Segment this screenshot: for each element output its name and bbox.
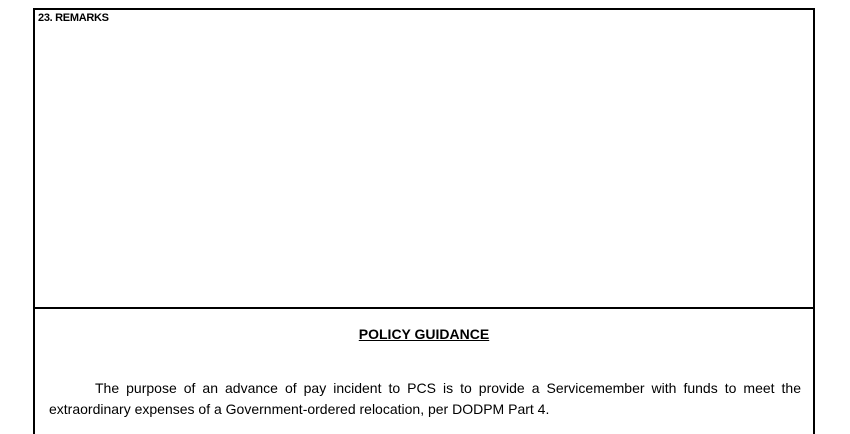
policy-guidance-paragraph: The purpose of an advance of pay incident to PCS is to provide a Servicemember with funds to meet the extraordinary expenses of a Government-ordered relocation, per DODPM Part 4. bbox=[49, 380, 801, 417]
policy-guidance-section bbox=[35, 309, 813, 434]
remarks-section bbox=[35, 10, 813, 309]
form-frame bbox=[33, 8, 815, 434]
remarks-field[interactable] bbox=[38, 28, 810, 304]
policy-guidance-title: POLICY GUIDANCE bbox=[358, 326, 490, 342]
remarks-label: 23. REMARKS bbox=[38, 12, 109, 24]
